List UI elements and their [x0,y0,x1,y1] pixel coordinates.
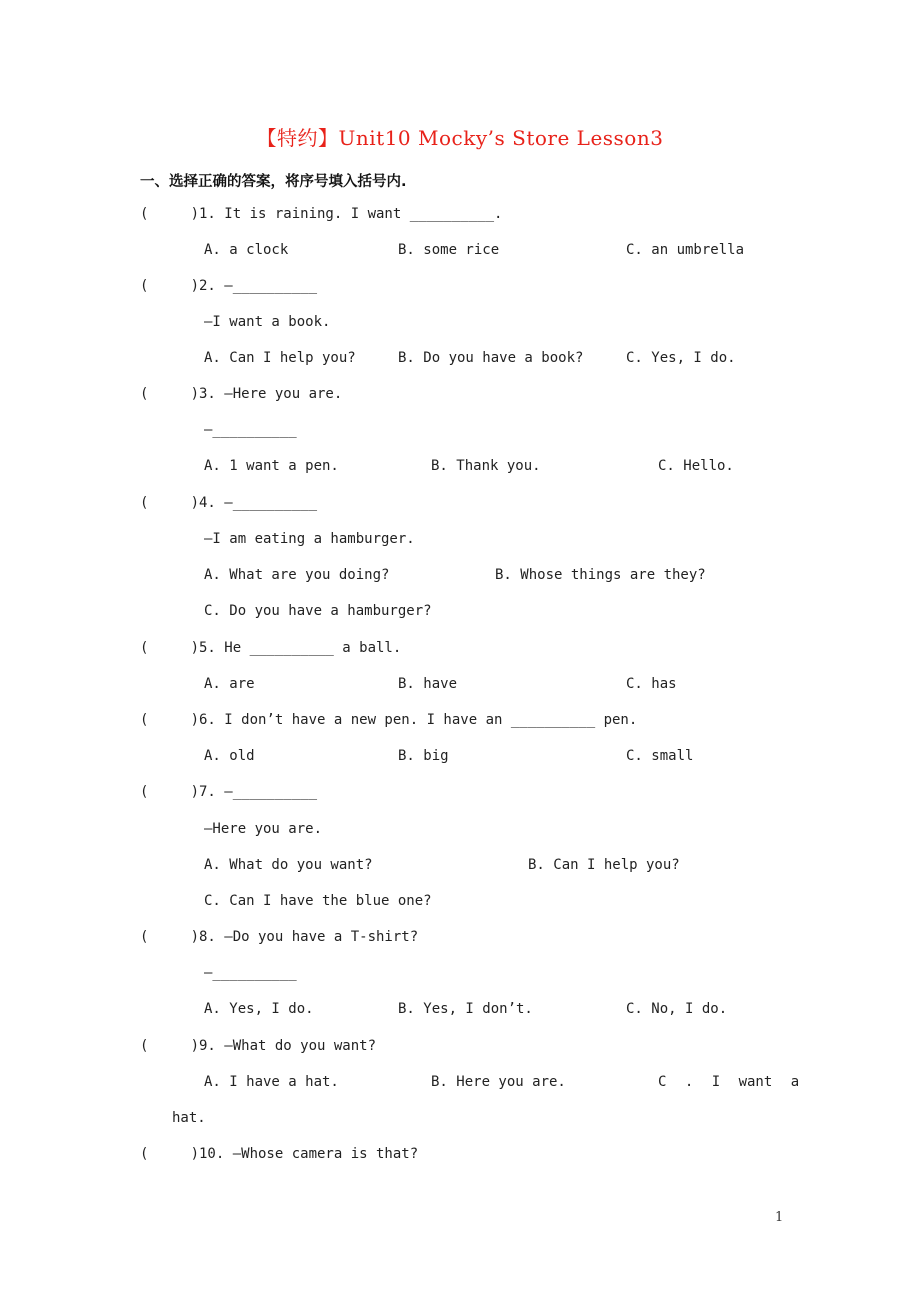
question-2-option-a: A. Can I help you? [204,350,356,366]
question-2-line-1: —I want a book. [204,314,331,330]
question-8-stem: ( )8. —Do you have a T-shirt? [140,929,419,945]
question-8-option-b: B. Yes, I don’t. [398,1001,533,1017]
question-5-option-a: A. are [204,676,255,692]
question-5-stem: ( )5. He __________ a ball. [140,640,402,656]
question-6-option-b: B. big [398,748,449,764]
question-2-stem: ( )2. —__________ [140,278,318,294]
question-9-option-c-wrap: hat. [172,1110,206,1126]
question-3-option-c: C. Hello. [658,458,734,474]
question-7-line-1: —Here you are. [204,821,323,837]
question-3-line-1: —__________ [204,422,297,438]
question-4-option-b: B. Whose things are they? [495,567,706,583]
section-instruction: 一、选择正确的答案，将序号填入括号内. [140,174,407,190]
question-3-option-a: A. 1 want a pen. [204,458,339,474]
question-6-option-c: C. small [626,748,694,764]
question-7-stem: ( )7. —__________ [140,784,318,800]
page-number: 1 [775,1210,784,1225]
question-1-option-a: A. a clock [204,242,289,258]
question-9-option-b: B. Here you are. [431,1074,566,1090]
question-1-option-b: B. some rice [398,242,500,258]
question-1-option-c: C. an umbrella [626,242,745,258]
question-4-option-a: A. What are you doing? [204,567,390,583]
question-9-option-a: A. I have a hat. [204,1074,339,1090]
document-title: 【特约】Unit10 Mocky’s Store Lesson3 [256,126,664,150]
question-8-option-a: A. Yes, I do. [204,1001,314,1017]
question-2-option-b: B. Do you have a book? [398,350,584,366]
question-5-option-c: C. has [626,676,677,692]
question-5-option-b: B. have [398,676,458,692]
question-7-option-c: C. Can I have the blue one? [204,893,432,909]
question-2-option-c: C. Yes, I do. [626,350,736,366]
question-10-stem: ( )10. —Whose camera is that? [140,1146,419,1162]
question-8-option-c: C. No, I do. [626,1001,728,1017]
question-9-stem: ( )9. —What do you want? [140,1038,377,1054]
question-7-option-b: B. Can I help you? [528,857,680,873]
question-3-stem: ( )3. —Here you are. [140,386,343,402]
question-7-option-a: A. What do you want? [204,857,373,873]
question-4-option-c: C. Do you have a hamburger? [204,603,432,619]
question-9-option-c: C . I want a [658,1074,800,1090]
question-6-stem: ( )6. I don’t have a new pen. I have an __________ pen. [140,712,638,728]
question-4-stem: ( )4. —__________ [140,495,318,511]
question-1-stem: ( )1. It is raining. I want __________. [140,206,503,222]
question-4-line-1: —I am eating a hamburger. [204,531,415,547]
question-6-option-a: A. old [204,748,255,764]
question-8-line-1: —__________ [204,965,297,981]
question-3-option-b: B. Thank you. [431,458,541,474]
